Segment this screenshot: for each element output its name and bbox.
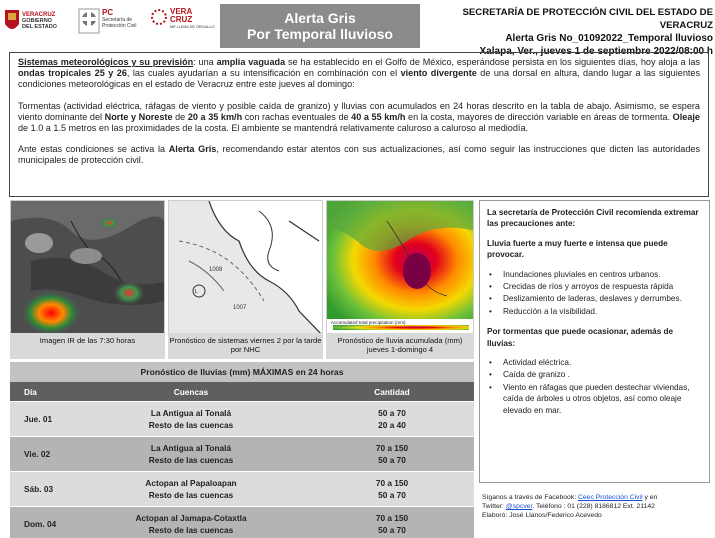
basins-cell — [72, 442, 310, 466]
rain-effects-list — [487, 269, 702, 318]
rain-accumulation-graphic — [327, 201, 474, 336]
day-cell: Dom. 04 — [24, 519, 57, 529]
day-cell: Vie. 02 — [24, 449, 51, 459]
recommendation-item: • Crecidas de ríos y arroyos de respuesta rápida — [487, 281, 702, 292]
p2-segment: Oleaje — [672, 111, 700, 122]
recs-rain-heading: Lluvia fuerte a muy fuerte e intensa que puede provocar. — [487, 238, 668, 260]
day-cell: Jue. 01 — [24, 414, 53, 424]
basins-cell — [72, 512, 310, 536]
p2-segment: 20 a 35 km/h — [187, 111, 243, 122]
amount-value: 50 a 70 — [378, 525, 406, 535]
pc-emblem-icon — [78, 8, 100, 36]
ir-satellite-image — [10, 200, 165, 336]
basins-cell — [72, 477, 310, 501]
basin-name: Resto de las cuencas — [148, 455, 234, 465]
banner-line-1: Alerta Gris — [284, 10, 356, 26]
bulletin-text — [9, 52, 709, 197]
col-amount: Cantidad — [374, 386, 410, 397]
ir-caption: Imagen IR de las 7:30 horas — [10, 333, 165, 359]
alert-id: Alerta Gris No_01092022_Temporal lluvioso — [505, 33, 713, 44]
rain-accumulation-map — [326, 200, 474, 336]
agency-name: SECRETARÍA DE PROTECCIÓN CIVIL DEL ESTADO DE VERACRUZ — [462, 7, 713, 31]
table-title: Pronóstico de lluvias (mm) MÁXIMAS en 24 horas — [10, 362, 474, 382]
basin-name: Resto de las cuencas — [148, 525, 234, 535]
facebook-link[interactable]: Ceec Protección Civil — [577, 494, 643, 501]
amount-value: 50 a 70 — [378, 408, 406, 418]
recs-intro: La secretaría de Protección Civil recomienda extremar las precauciones ante: — [487, 208, 699, 229]
p2-segment: de — [172, 111, 188, 122]
header-info — [423, 6, 713, 58]
recommendation-item: • Reducción a la visibilidad. — [487, 306, 702, 317]
rain-map-label: Accumulated total precipitation (mm) — [331, 320, 406, 325]
p2-segment: de 1.0 a 1.5 metros en las proximidades de la costa. El ambiente se mantendrá relativamente caluroso a caluroso al mediodía. — [18, 123, 529, 134]
svg-text:1008: 1008 — [209, 267, 223, 273]
p3-segment: Ante estas condiciones se activa la — [18, 144, 169, 155]
paragraph-systems — [18, 57, 700, 91]
recs-storm-heading: Por tormentas que puede ocasionar, además de lluvias: — [487, 327, 674, 348]
nhc-forecast-graphic — [169, 201, 323, 336]
col-basins: Cuencas — [173, 386, 209, 397]
table-row — [10, 472, 474, 507]
recommendations-panel — [479, 200, 710, 483]
svg-text:1007: 1007 — [233, 305, 247, 311]
p1-segment: : una — [193, 57, 217, 67]
place-date: Xalapa, Ver., jueves 1 de septiembre 2022/08:00 h — [479, 46, 713, 57]
twitter-link[interactable]: @spcver — [505, 503, 533, 511]
table-header — [10, 382, 474, 402]
rain-caption: Pronóstico de lluvia acumulada (mm) jueves 1-domingo 4 — [326, 333, 474, 359]
table-row — [10, 507, 474, 538]
recommendation-item: • Actividad eléctrica. — [487, 357, 702, 368]
nhc-forecast-image — [168, 200, 323, 336]
footer-credits: Elaboró: José Llanos/Federico Acevedo — [482, 512, 602, 520]
p1-segment: se ha establecido en el Golfo de México, esperándose persista en los siguientes días, hoy aloja a las — [285, 57, 700, 67]
state-shield-icon — [4, 8, 20, 34]
paragraph-conditions — [18, 101, 700, 135]
amount-cell — [310, 442, 474, 466]
amount-cell — [310, 477, 474, 501]
p1-segment: , las cuales ayudarían a su intensificación en combinación con el — [126, 68, 401, 79]
p1-segment: de una dorsal en altura, dando lugar a las siguientes condiciones meteorológicas en el estado de Veracruz entre este jueves al domingo: — [18, 68, 701, 90]
amount-cell — [310, 512, 474, 536]
vera-cruz-brand-logo: VERA CRUZ ME LLENA DE ORGULLO — [150, 8, 216, 40]
storm-effects-list — [487, 357, 702, 416]
p2-segment: en la costa, mayores de dirección variable en áreas de tormenta. — [405, 111, 673, 122]
veracruz-government-logo: VERACRUZ GOBIERNO DEL ESTADO — [4, 8, 64, 40]
banner-line-2: Por Temporal lluvioso — [247, 26, 393, 42]
footer-twitter: Twitter: @spcver. Teléfono : 01 (228) 8186812 Ext. 21142 — [482, 503, 655, 511]
table-row — [10, 402, 474, 437]
basin-name: La Antigua al Tonalá — [150, 443, 232, 453]
amount-value: 20 a 40 — [378, 420, 406, 430]
nhc-caption: Pronóstico de sistemas viernes 2 por la tarde por NHC — [168, 333, 323, 359]
contact-footer — [482, 493, 712, 521]
basins-cell — [72, 407, 310, 431]
paragraph-alert — [18, 144, 700, 166]
p2-segment: Tormentas (actividad eléctrica, ráfagas de viento y posible caída de granizo) y lluvias con acumulados en 24 horas descrito en la tabla de abajo. Asimismo, se espera viento dominante del — [18, 100, 700, 122]
p1-segment: ondas tropicales 25 y 26 — [18, 68, 127, 79]
recommendation-item: • Deslizamiento de laderas, deslaves y derrumbes. — [487, 293, 702, 304]
amount-value: 50 a 70 — [378, 455, 406, 465]
ornament-icon — [150, 8, 168, 26]
p2-segment: 40 a 55 km/h — [351, 111, 406, 122]
basin-name: Resto de las cuencas — [148, 420, 234, 430]
basin-name: Actopan al Jamapa-Cotaxtla — [135, 513, 247, 523]
col-day: Día — [24, 386, 37, 397]
p2-segment: con rachas eventuales de — [242, 111, 352, 122]
p1-segment: viento divergente — [400, 68, 477, 79]
basin-name: Actopan al Papaloapan — [145, 478, 237, 488]
footer-facebook: Síganos a través de Facebook: Ceec Protección Civil y en — [482, 494, 658, 501]
p3-segment: , recomendando estar atentos con sus actualizaciones, así como seguir las instrucciones que dicten las autoridades municipales de protección civil. — [18, 144, 701, 166]
basin-name: La Antigua al Tonalá — [150, 408, 232, 418]
amount-value: 70 a 150 — [375, 513, 409, 523]
p3-segment: Alerta Gris — [168, 144, 217, 155]
pc-logo: PC Secretaría de Protección Civil — [78, 8, 140, 40]
recommendation-item: • Viento en ráfagas que pueden destechar viviendas, caída de árboles u otros objetos, así como oleaje elevado en mar. — [487, 382, 702, 416]
ir-satellite-graphic — [11, 201, 165, 336]
amount-value: 70 a 150 — [375, 443, 409, 453]
alert-banner — [220, 4, 420, 48]
p1-segment: amplia vaguada — [216, 57, 286, 67]
basin-name: Resto de las cuencas — [148, 490, 234, 500]
amount-value: 70 a 150 — [375, 478, 409, 488]
recommendation-item: • Inundaciones pluviales en centros urbanos. — [487, 269, 702, 280]
amount-value: 50 a 70 — [378, 490, 406, 500]
svg-text:L: L — [195, 289, 198, 295]
p2-segment: Norte y Noreste — [104, 111, 173, 122]
amount-cell — [310, 407, 474, 431]
p1-segment: Sistemas meteorológicos y su previsión — [18, 57, 194, 67]
header-logos — [0, 0, 218, 48]
day-cell: Sáb. 03 — [24, 484, 54, 494]
recommendation-item: • Caída de granizo . — [487, 369, 702, 380]
rain-forecast-table — [10, 362, 474, 538]
table-row — [10, 437, 474, 472]
